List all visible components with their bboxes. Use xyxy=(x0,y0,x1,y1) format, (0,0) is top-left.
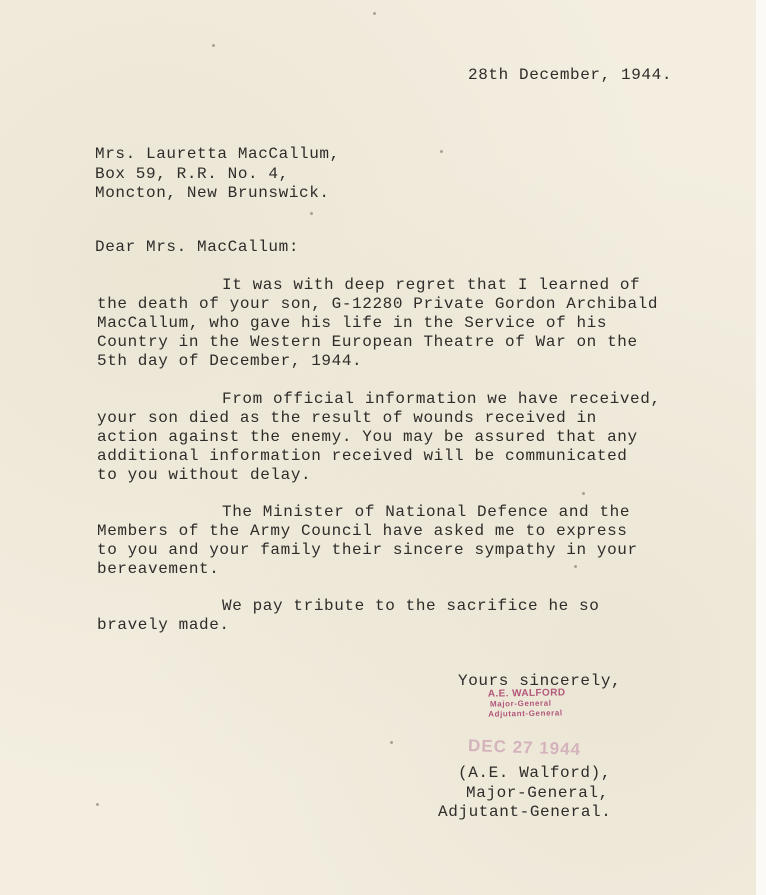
closing: Yours sincerely, xyxy=(458,672,622,690)
paragraph-1-line: Country in the Western European Theatre of War on the xyxy=(97,333,638,351)
signatory-name: (A.E. Walford), xyxy=(458,764,612,782)
paper-speck xyxy=(582,492,585,495)
paragraph-3-line: The Minister of National Defence and the xyxy=(222,503,631,521)
recipient-name: Mrs. Lauretta MacCallum, xyxy=(95,145,340,163)
stamp-title: Adjutant-General xyxy=(488,708,563,719)
recipient-address-line: Box 59, R.R. No. 4, xyxy=(95,165,289,183)
recipient-city-line: Moncton, New Brunswick. xyxy=(95,184,330,202)
paragraph-3-line: Members of the Army Council have asked me to express xyxy=(97,522,628,540)
paragraph-2-line: From official information we have received, xyxy=(222,390,661,408)
signatory-title: Adjutant-General. xyxy=(438,803,612,821)
stamp-name: A.E. WALFORD xyxy=(487,687,566,700)
paper-speck xyxy=(440,150,443,153)
paragraph-2-line: additional information received will be communicated xyxy=(97,447,628,465)
paragraph-3-line: bereavement. xyxy=(97,560,220,578)
paragraph-4-line: bravely made. xyxy=(97,616,230,634)
paragraph-4-line: We pay tribute to the sacrifice he so xyxy=(222,597,600,615)
received-date-stamp: DEC 27 1944 xyxy=(467,736,582,759)
signatory-rank: Major-General, xyxy=(466,784,609,802)
paper-speck xyxy=(96,803,99,806)
paper-speck xyxy=(310,212,313,215)
paragraph-1-line: It was with deep regret that I learned of xyxy=(222,276,641,294)
paper-speck xyxy=(212,44,215,47)
signature-stamp xyxy=(488,687,566,719)
salutation: Dear Mrs. MacCallum: xyxy=(95,238,300,256)
paragraph-2-line: your son died as the result of wounds received in xyxy=(97,409,597,427)
paragraph-1-line: the death of your son, G-12280 Private Gordon Archibald xyxy=(97,295,659,313)
paper-speck xyxy=(390,741,393,744)
page-edge xyxy=(756,0,766,895)
paper-speck xyxy=(574,565,577,568)
paragraph-1-line: 5th day of December, 1944. xyxy=(97,352,363,370)
paragraph-3-line: to you and your family their sincere sympathy in your xyxy=(97,541,638,559)
letter-date: 28th December, 1944. xyxy=(468,66,673,84)
paper-speck xyxy=(373,12,376,15)
paragraph-2-line: to you without delay. xyxy=(97,466,312,484)
paragraph-2-line: action against the enemy. You may be assured that any xyxy=(97,428,638,446)
paragraph-1-line: MacCallum, who gave his life in the Service of his xyxy=(97,314,608,332)
stamp-rank: Major-General xyxy=(489,698,552,709)
